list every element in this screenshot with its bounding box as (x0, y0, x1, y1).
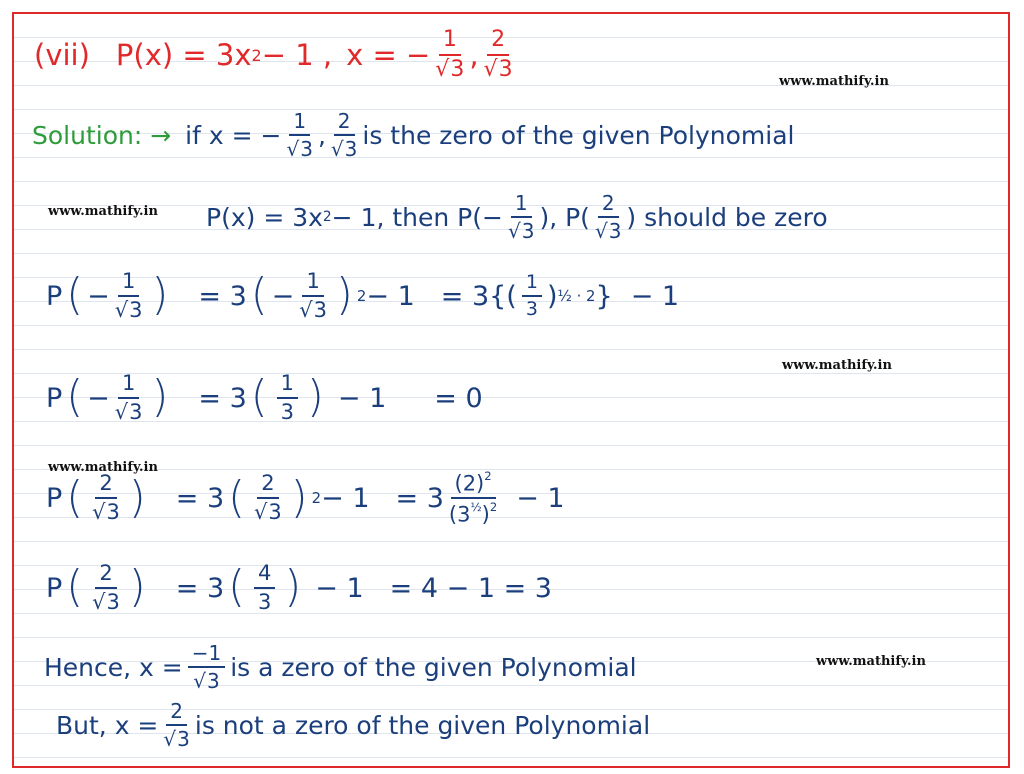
root-fraction-2: 2 √ 3 (484, 28, 513, 82)
step-3: P ( 2 √ 3 ) = 3 ( 2 √ 3 ) 2 − 1 = 3 $\frac{(2)^2}{(3^{\frac{1}{2}})^2}$ − 1 (46, 470, 565, 527)
problem-rhs: − 1 , (261, 38, 333, 73)
watermark: www.mathify.in (48, 460, 158, 475)
line2-b: − 1, then P(− (331, 202, 503, 232)
solution-line-1: Solution: → if x = − 1 √ 3 , 2 √ 3 is the zero of the given Polynomial (32, 110, 794, 160)
watermark: www.mathify.in (816, 654, 926, 669)
conclusion-but: But, x = 2 √ 3 is not a zero of the given Polynomial (56, 700, 650, 750)
solution-text-b: is the zero of the given Polynomial (362, 120, 795, 150)
line2-fraction-1: 1 √ 3 (508, 192, 534, 242)
conclusion-hence: Hence, x = −1 √ 3 is a zero of the given Polynomial (44, 642, 637, 692)
step-2: P ( − 1 √ 3 ) = 3 ( $\frac{1}{3}$ ) − 1 = 0 (46, 372, 483, 424)
problem-statement: (vii) P(x) = 3x 2 − 1 , x = − 1 √ 3 , 2 √ 3 (34, 28, 518, 82)
line2-fraction-2: 2 √ 3 (595, 192, 621, 242)
solution-line-2: P(x) = 3x 2 − 1, then P(− 1 √ 3 ), P( 2 √ 3 ) should be zero (206, 192, 828, 242)
problem-xeq: x = − (346, 38, 431, 73)
solution-text-a: if x = − (185, 120, 282, 150)
watermark: www.mathify.in (779, 74, 889, 89)
line2-d: ) should be zero (626, 202, 828, 232)
step-1: P ( − 1 √ 3 ) = 3 ( − 1 √ 3 ) 2 − 1 = 3{( $\frac{1}{3}$ ) ½ · 2 } − 1 (46, 270, 679, 322)
problem-lhs: P(x) = 3x (115, 38, 252, 73)
line2-c: ), P( (539, 202, 590, 232)
step-4: P ( 2 √ 3 ) = 3 ( $\frac{4}{3}$ ) − 1 = 4 − 1 = 3 (46, 562, 552, 614)
root-fraction-1: 1 √ 3 (435, 28, 464, 82)
notebook-page (12, 12, 1010, 768)
watermark: www.mathify.in (48, 204, 158, 219)
problem-label: (vii) (34, 38, 90, 73)
solution-label: Solution: → (32, 120, 172, 150)
solution-fraction-2: 2 √ 3 (331, 110, 357, 160)
watermark: www.mathify.in (782, 358, 892, 373)
line2-a: P(x) = 3x (206, 202, 323, 232)
solution-fraction-1: 1 √ 3 (286, 110, 312, 160)
